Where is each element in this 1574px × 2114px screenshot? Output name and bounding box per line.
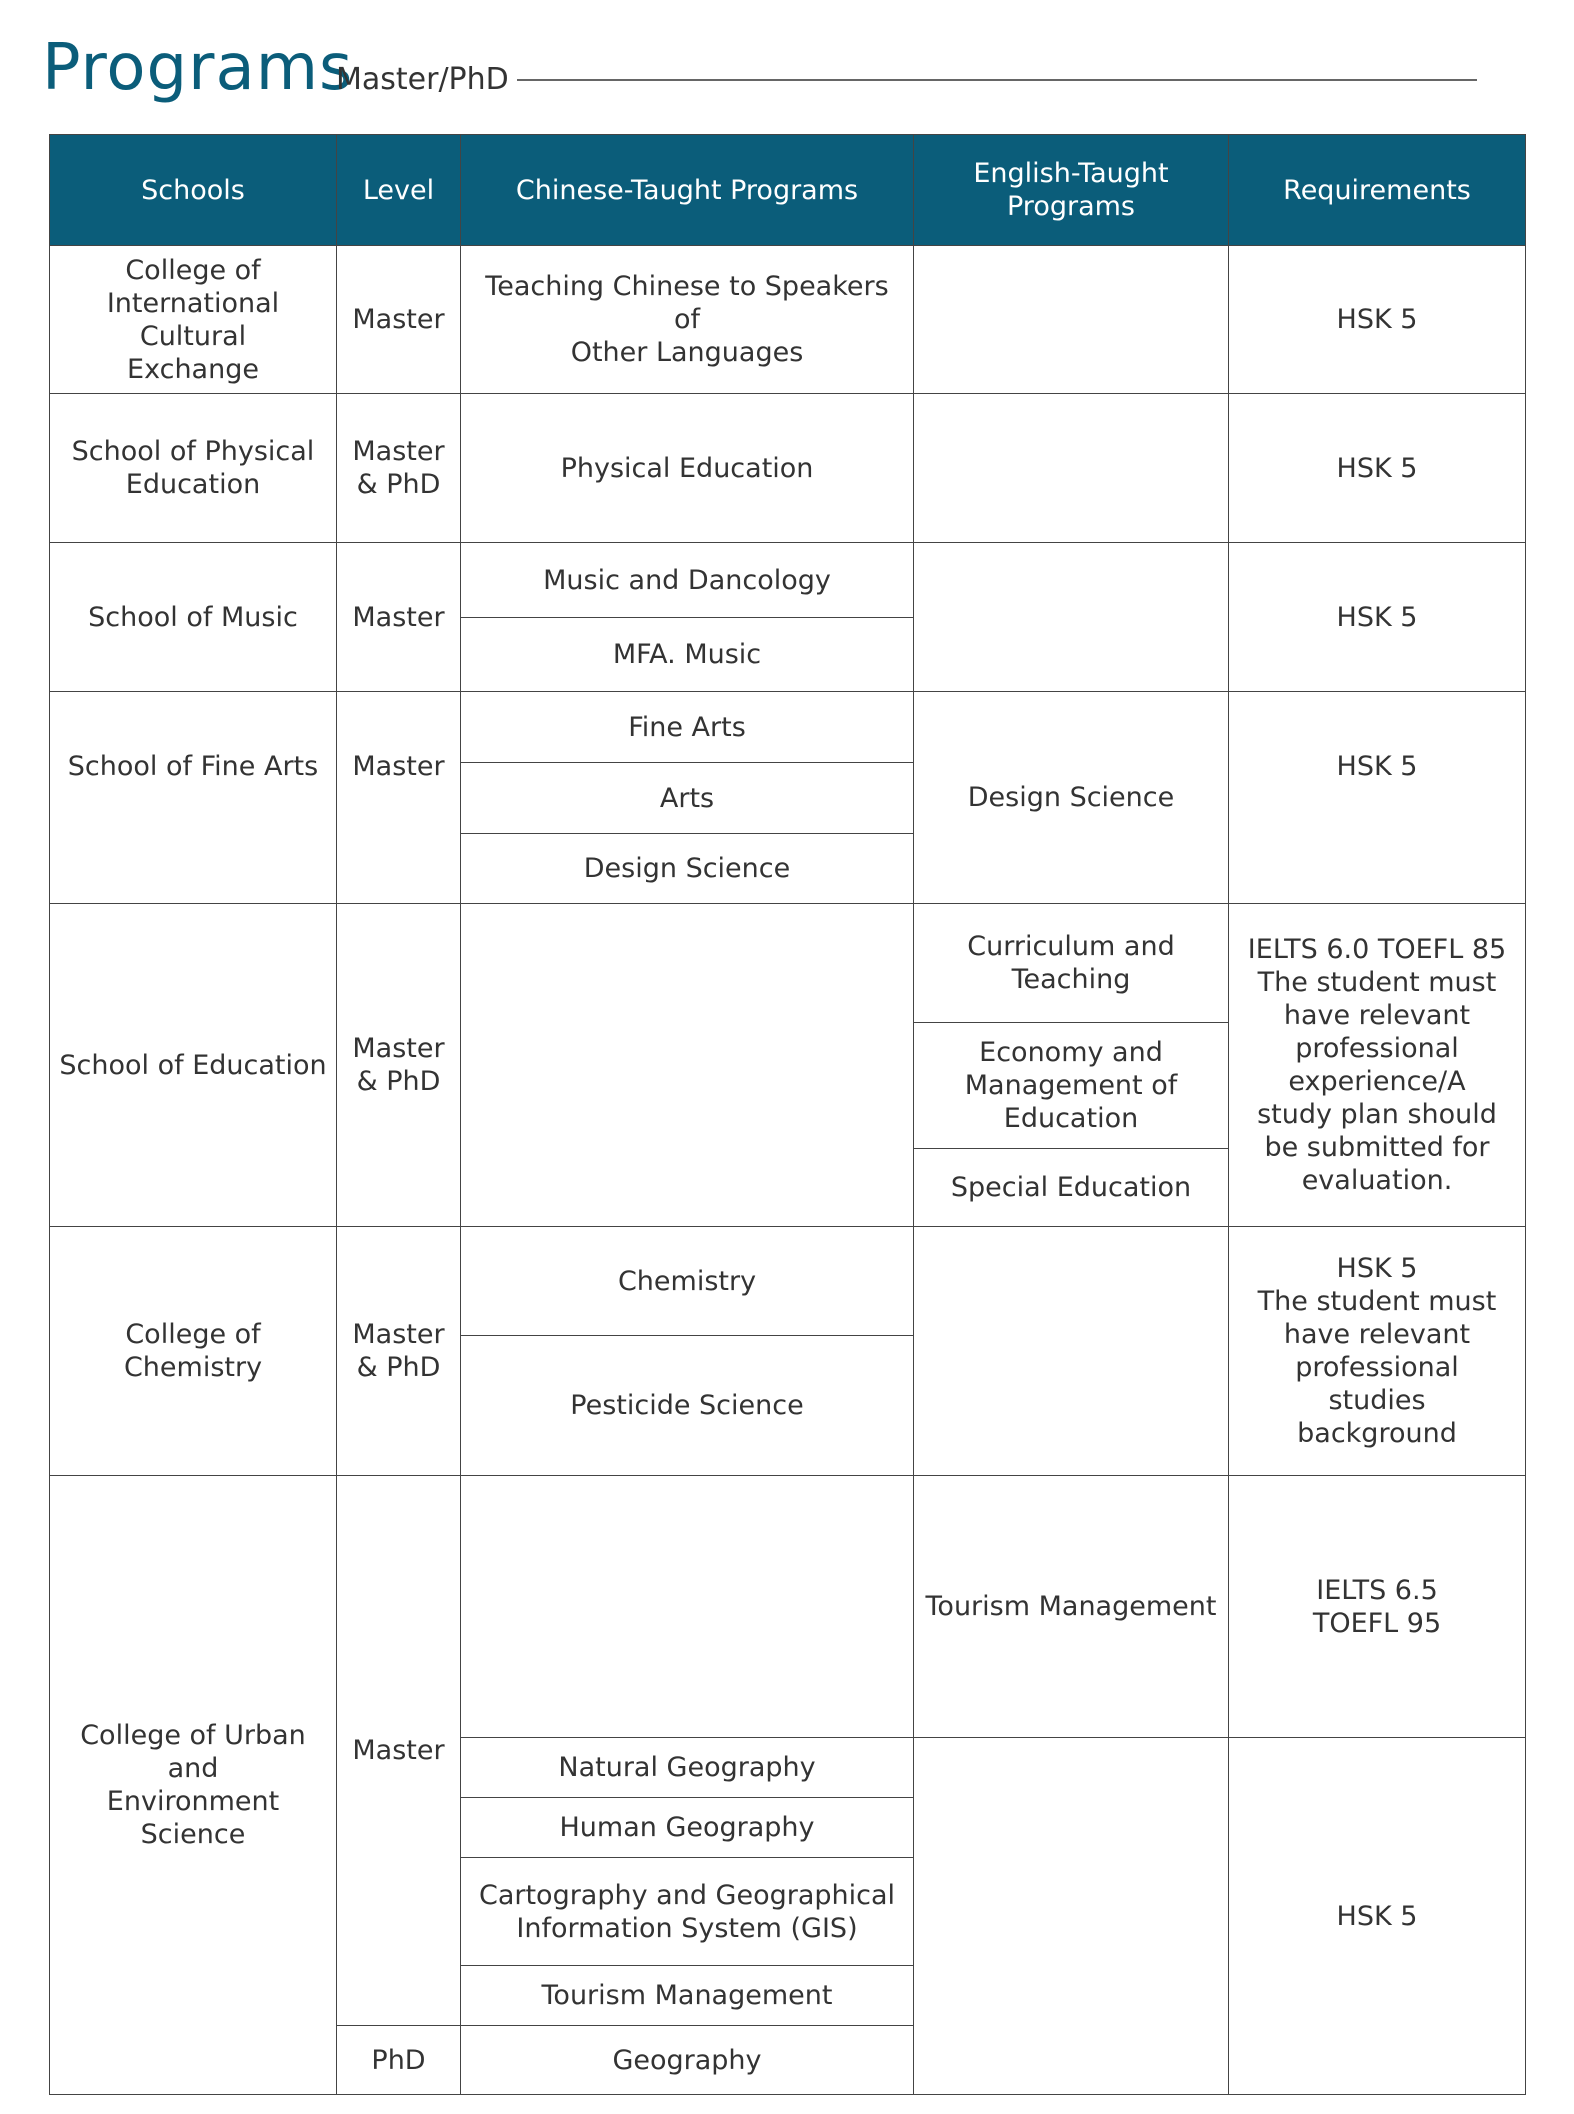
- page-title: Programs: [42, 31, 354, 105]
- header-schools: Schools: [50, 135, 337, 246]
- school-cell: College of Chemistry: [50, 1227, 337, 1476]
- page-subtitle: Master/PhD: [336, 62, 509, 97]
- requirements-cell: IELTS 6.5 TOEFL 95: [1229, 1476, 1526, 1738]
- level-cell: Master: [337, 246, 461, 394]
- level-cell: Master: [337, 543, 461, 692]
- english-program-cell: Economy and Management of Education: [914, 1023, 1229, 1149]
- chinese-program-cell: Human Geography: [461, 1798, 914, 1858]
- chinese-program-cell: Chemistry: [461, 1227, 914, 1336]
- requirements-cell: IELTS 6.0 TOEFL 85 The student must have relevant professional experience/A study plan should be submitted for evaluation.: [1229, 904, 1526, 1227]
- requirements-cell: HSK 5: [1229, 246, 1526, 394]
- chinese-program-cell: [461, 904, 914, 1227]
- english-program-cell: [914, 1738, 1229, 2095]
- requirements-cell: HSK 5: [1229, 394, 1526, 543]
- table-row: [50, 1476, 1526, 1738]
- header-english-taught: English-Taught Programs: [914, 135, 1229, 246]
- school-cell: School of Education: [50, 904, 337, 1227]
- level-cell: Master & PhD: [337, 394, 461, 543]
- chinese-program-cell: Physical Education: [461, 394, 914, 543]
- chinese-program-cell: Pesticide Science: [461, 1336, 914, 1476]
- chinese-program-cell: Music and Dancology: [461, 543, 914, 618]
- chinese-program-cell: MFA. Music: [461, 618, 914, 692]
- chinese-program-cell: Geography: [461, 2026, 914, 2095]
- school-cell: School of Fine Arts: [50, 692, 337, 904]
- programs-table: [49, 134, 1526, 2095]
- chinese-program-cell: Design Science: [461, 834, 914, 904]
- table-row: [50, 394, 1526, 543]
- header-chinese-taught: Chinese-Taught Programs: [461, 135, 914, 246]
- table-row: [50, 904, 1526, 1023]
- title-rule: [517, 79, 1477, 81]
- school-cell: School of Physical Education: [50, 394, 337, 543]
- chinese-program-cell: [461, 1476, 914, 1738]
- table-row: [50, 1227, 1526, 1336]
- level-cell: Master: [337, 1476, 461, 2026]
- english-program-cell: Tourism Management: [914, 1476, 1229, 1738]
- chinese-program-cell: Tourism Management: [461, 1966, 914, 2026]
- requirements-cell: HSK 5 The student must have relevant professional studies background: [1229, 1227, 1526, 1476]
- header-row: [50, 135, 1526, 246]
- level-cell: Master & PhD: [337, 904, 461, 1227]
- chinese-program-cell: Natural Geography: [461, 1738, 914, 1798]
- chinese-program-cell: Cartography and Geographical Information System (GIS): [461, 1858, 914, 1966]
- english-program-cell: [914, 1227, 1229, 1476]
- school-cell: School of Music: [50, 543, 337, 692]
- header-level: Level: [337, 135, 461, 246]
- header-requirements: Requirements: [1229, 135, 1526, 246]
- english-program-cell: [914, 246, 1229, 394]
- chinese-program-cell: Teaching Chinese to Speakers of Other Languages: [461, 246, 914, 394]
- english-program-cell: [914, 543, 1229, 692]
- table-row: [50, 543, 1526, 618]
- requirements-cell: HSK 5: [1229, 1738, 1526, 2095]
- school-cell: College of International Cultural Exchange: [50, 246, 337, 394]
- level-cell: Master & PhD: [337, 1227, 461, 1476]
- english-program-cell: Design Science: [914, 692, 1229, 904]
- chinese-program-cell: Arts: [461, 763, 914, 834]
- title-bar: [42, 28, 1472, 108]
- chinese-program-cell: Fine Arts: [461, 692, 914, 763]
- english-program-cell: [914, 394, 1229, 543]
- level-cell: PhD: [337, 2026, 461, 2095]
- level-cell: Master: [337, 692, 461, 904]
- english-program-cell: Curriculum and Teaching: [914, 904, 1229, 1023]
- requirements-cell: HSK 5: [1229, 692, 1526, 904]
- table-row: [50, 692, 1526, 763]
- requirements-cell: HSK 5: [1229, 543, 1526, 692]
- table-row: [50, 246, 1526, 394]
- school-cell: College of Urban and Environment Science: [50, 1476, 337, 2095]
- english-program-cell: Special Education: [914, 1149, 1229, 1227]
